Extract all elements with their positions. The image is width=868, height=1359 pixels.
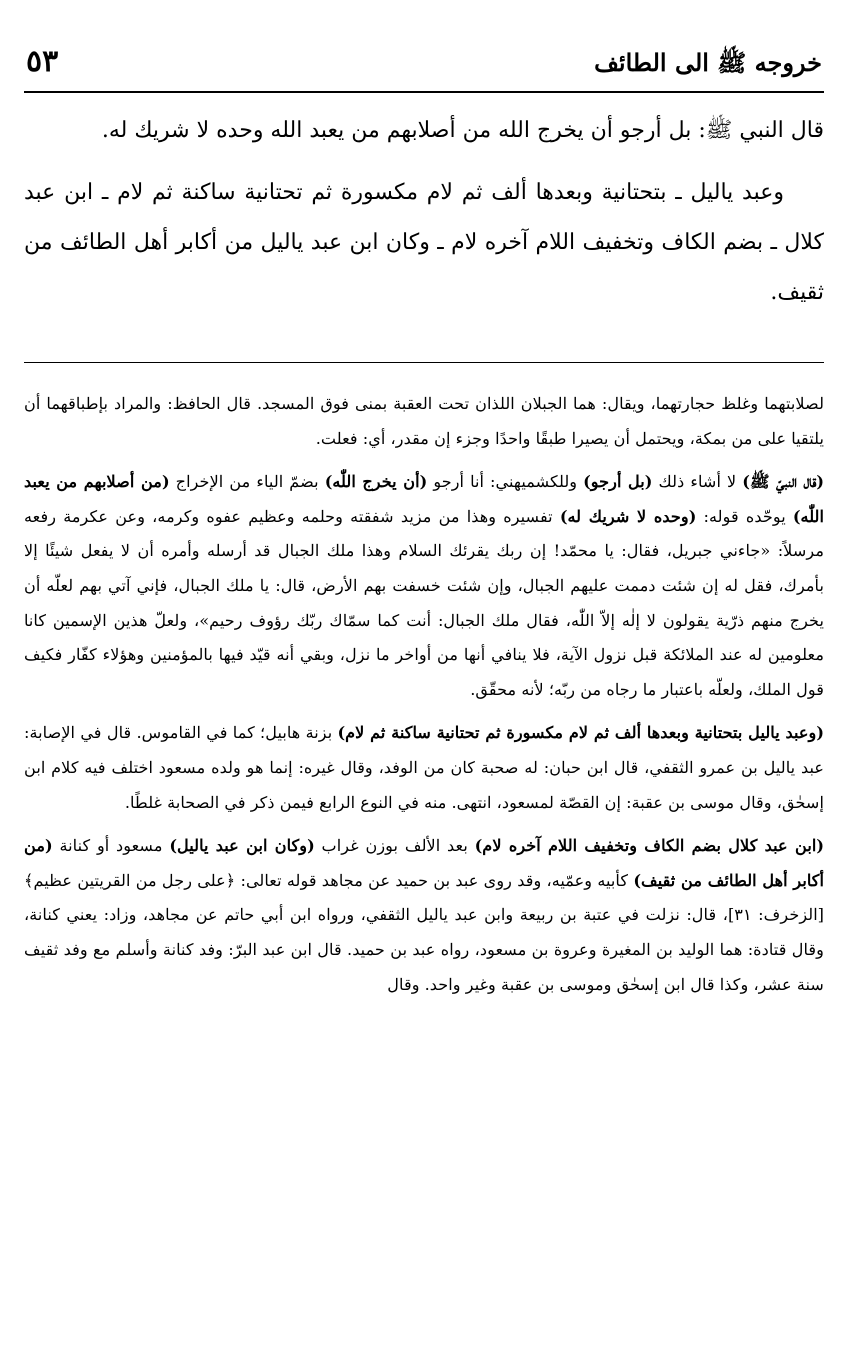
book-page bbox=[24, 0, 824, 1359]
commentary bbox=[24, 387, 824, 1002]
commentary-paragraph-3 bbox=[24, 716, 824, 820]
page-number: ٥٣ bbox=[26, 44, 59, 79]
main-text bbox=[24, 106, 824, 318]
main-paragraph-2: وعبد ياليل ـ بتحتانية وبعدها ألف ثم لام مكسورة ثم تحتانية ساكنة ثم لام ـ ابن عبد كلال ـ بضم الكاف وتخفيف اللام آخره لام ـ وكان ابن عبد ياليل من أكابر أهل الطائف من ثقيف. bbox=[24, 180, 824, 305]
commentary-text: وللكشميهني: أنا أرجو bbox=[427, 472, 584, 492]
commentary-paragraph-2 bbox=[24, 465, 824, 707]
commentary-text: مسعود أو كنانة bbox=[52, 836, 170, 856]
commentary-paragraph-4 bbox=[24, 829, 824, 1002]
commentary-text: يوحّده قوله: bbox=[696, 506, 793, 526]
commentary-text: تفسيره وهذا من مزيد شفقته وحلمه وعظيم عفوه وكرمه، وعن عكرمة رفعه مرسلاً: «جاءني جبريل، فقال: يا محمّد! إن ربك يقرئك السلام وهذا ملك الجبال قد أرسله وأمره أن لا يفعل شيئًا إلا بأمرك، فقل له إن شئت دممت عليهم الجبال، وإن شئت خسفت بهم الأرض، قال: يا ملك الجبال، فإني آتي بهم لعلّه أن يخرج منهم ذرّية يقولون لا إلٰه إلاّ اللّٰه، فقال ملك الجبال: أنت كما سمّاك ربّك رؤوف رحيم»، ولعلّ هذين الإسمين كانا معلومين له عند الملائكة قبل نزول الآية، فلا ينافي أنها من أواخر ما نزل، وبقي أنه قيّد فيها بالمؤمنين وهؤلاء كفّار فكيف قول الملك، ولعلّه باعتبار ما رجاه من ربّه؛ لأنه محقّق. bbox=[24, 506, 824, 699]
quoted-phrase: (وكان ابن عبد ياليل) bbox=[169, 836, 315, 856]
quoted-phrase: (قال النبيّ ﷺ) bbox=[742, 472, 825, 492]
page-header bbox=[24, 44, 824, 88]
commentary-text: بضمّ الياء من الإخراج bbox=[169, 472, 325, 492]
header-rule bbox=[24, 91, 824, 93]
footnote-separator bbox=[24, 362, 824, 363]
quoted-phrase: (من أصلابهم من يعبد اللّٰه) bbox=[24, 472, 824, 526]
quoted-phrase: (من أكابر أهل الطائف من ثقيف) bbox=[24, 836, 824, 890]
quoted-phrase: (ابن عبد كلال بضم الكاف وتخفيف اللام آخره لام) bbox=[474, 836, 824, 856]
running-title: خروجه ﷺ الى الطائف bbox=[594, 48, 822, 77]
commentary-paragraph-1: لصلابتهما وغلظ حجارتهما، ويقال: هما الجبلان اللذان تحت العقبة بمنى فوق المسجد. قال الحافظ: والمراد بإطباقهما أن يلتقيا على من بمكة، ويحتمل أن يصيرا طبقًا واحدًا وجزء إن مقدر، أي: فعلت. bbox=[24, 394, 824, 448]
quoted-phrase: (وعبد ياليل بتحتانية وبعدها ألف ثم لام مكسورة ثم تحتانية ساكنة ثم لام) bbox=[337, 723, 824, 743]
quoted-phrase: (أن يخرج اللّٰه) bbox=[324, 472, 428, 492]
quoted-phrase: (وحده لا شريك له) bbox=[559, 506, 697, 526]
commentary-text: كأبيه وعمّيه، وقد روى عبد بن حميد عن مجاهد قوله تعالى: ﴿على رجل من القريتين عظيم﴾ [الزخرف: ٣١]، قال: نزلت في عتبة بن ربيعة وابن عبد ياليل الثقفي، ورواه ابن أبي حاتم عن مجاهد، وزاد: يعني كنانة، وقال قتادة: هما الوليد بن المغيرة وعروة بن مسعود، رواه عبد بن حميد. قال ابن عبد البرّ: وفد كنانة وأسلم مع وفد ثقيف سنة عشر، وكذا قال ابن إسحٰق وموسى بن عقبة وغير واحد. وقال bbox=[24, 870, 825, 994]
commentary-text: بعد الألف بوزن غراب bbox=[314, 836, 475, 856]
main-paragraph-1: قال النبي ﷺ: بل أرجو أن يخرج الله من أصلابهم من يعبد الله وحده لا شريك له. bbox=[101, 118, 824, 143]
commentary-text: بزنة هابيل؛ كما في القاموس. قال في الإصابة: عبد ياليل بن عمرو الثقفي، قال ابن حبان: له صحبة كان من الوفد، وقال غيره: إنما هو ولده مسعود اختلف فيه كلام ابن إسحٰق، وقال موسى بن عقبة: إن القصّة لمسعود، انتهى. منه في النوع الرابع فيمن ذكر في الصحابة غلطًا. bbox=[24, 723, 824, 812]
commentary-text: لا أشاء ذلك bbox=[652, 472, 743, 492]
quoted-phrase: (بل أرجو) bbox=[583, 472, 653, 492]
